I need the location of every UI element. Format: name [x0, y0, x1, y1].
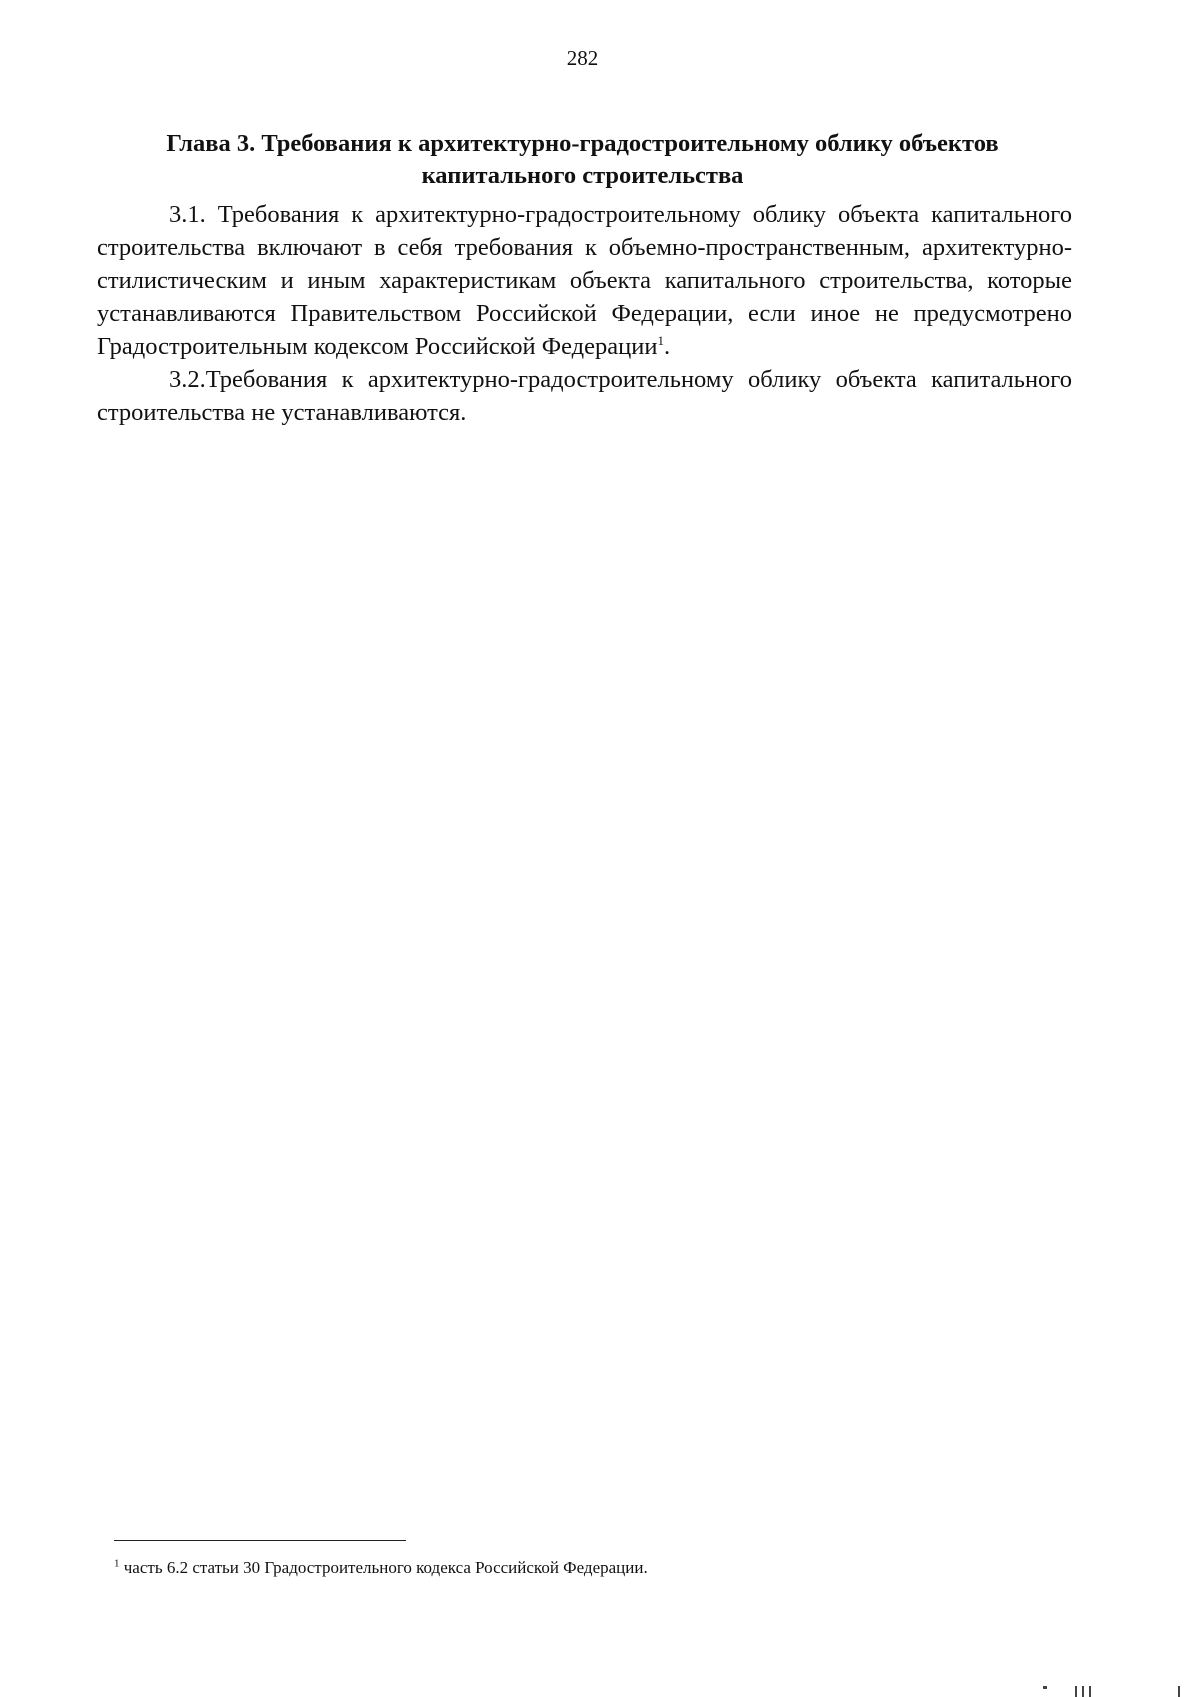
footnote-text: часть 6.2 статьи 30 Градостроительного кодекса Российской Федерации.: [123, 1558, 648, 1577]
footnote-separator: [114, 1540, 406, 1541]
scan-artifact: [1178, 1686, 1180, 1697]
footnote-marker: 1: [114, 1557, 120, 1570]
paragraph-3-2-text: 3.2.Требования к архитектурно-градостроительному облику объекта капитального строительства не устанавливаются.: [97, 366, 1072, 426]
footnote: [114, 1558, 1014, 1578]
chapter-title: Глава 3. Требования к архитектурно-градостроительному облику объектов капитального строительства: [166, 130, 999, 189]
paragraph-3-1-text: 3.1. Требования к архитектурно-градостроительному облику объекта капитального строительства включают в себя требования к объемно-пространственным, архитектурно-стилистическим и иным характеристикам объекта капитального строительства, которые устанавливаются Правительством Российской Федерации, если иное не предусмотрено Градостроительным кодексом Российской Федерации: [97, 201, 1072, 360]
scan-artifact: [1089, 1686, 1091, 1697]
paragraph-3-1-end: .: [663, 333, 671, 360]
scan-artifact: [1043, 1686, 1047, 1689]
document-body: [97, 198, 1072, 429]
paragraph-3-1: [97, 198, 1072, 363]
scan-artifact: [1075, 1686, 1077, 1697]
footnote-reference: 1: [657, 332, 664, 348]
paragraph-3-2: [97, 363, 1072, 429]
scan-artifact: [1082, 1686, 1084, 1697]
page-number: 282: [566, 46, 599, 70]
